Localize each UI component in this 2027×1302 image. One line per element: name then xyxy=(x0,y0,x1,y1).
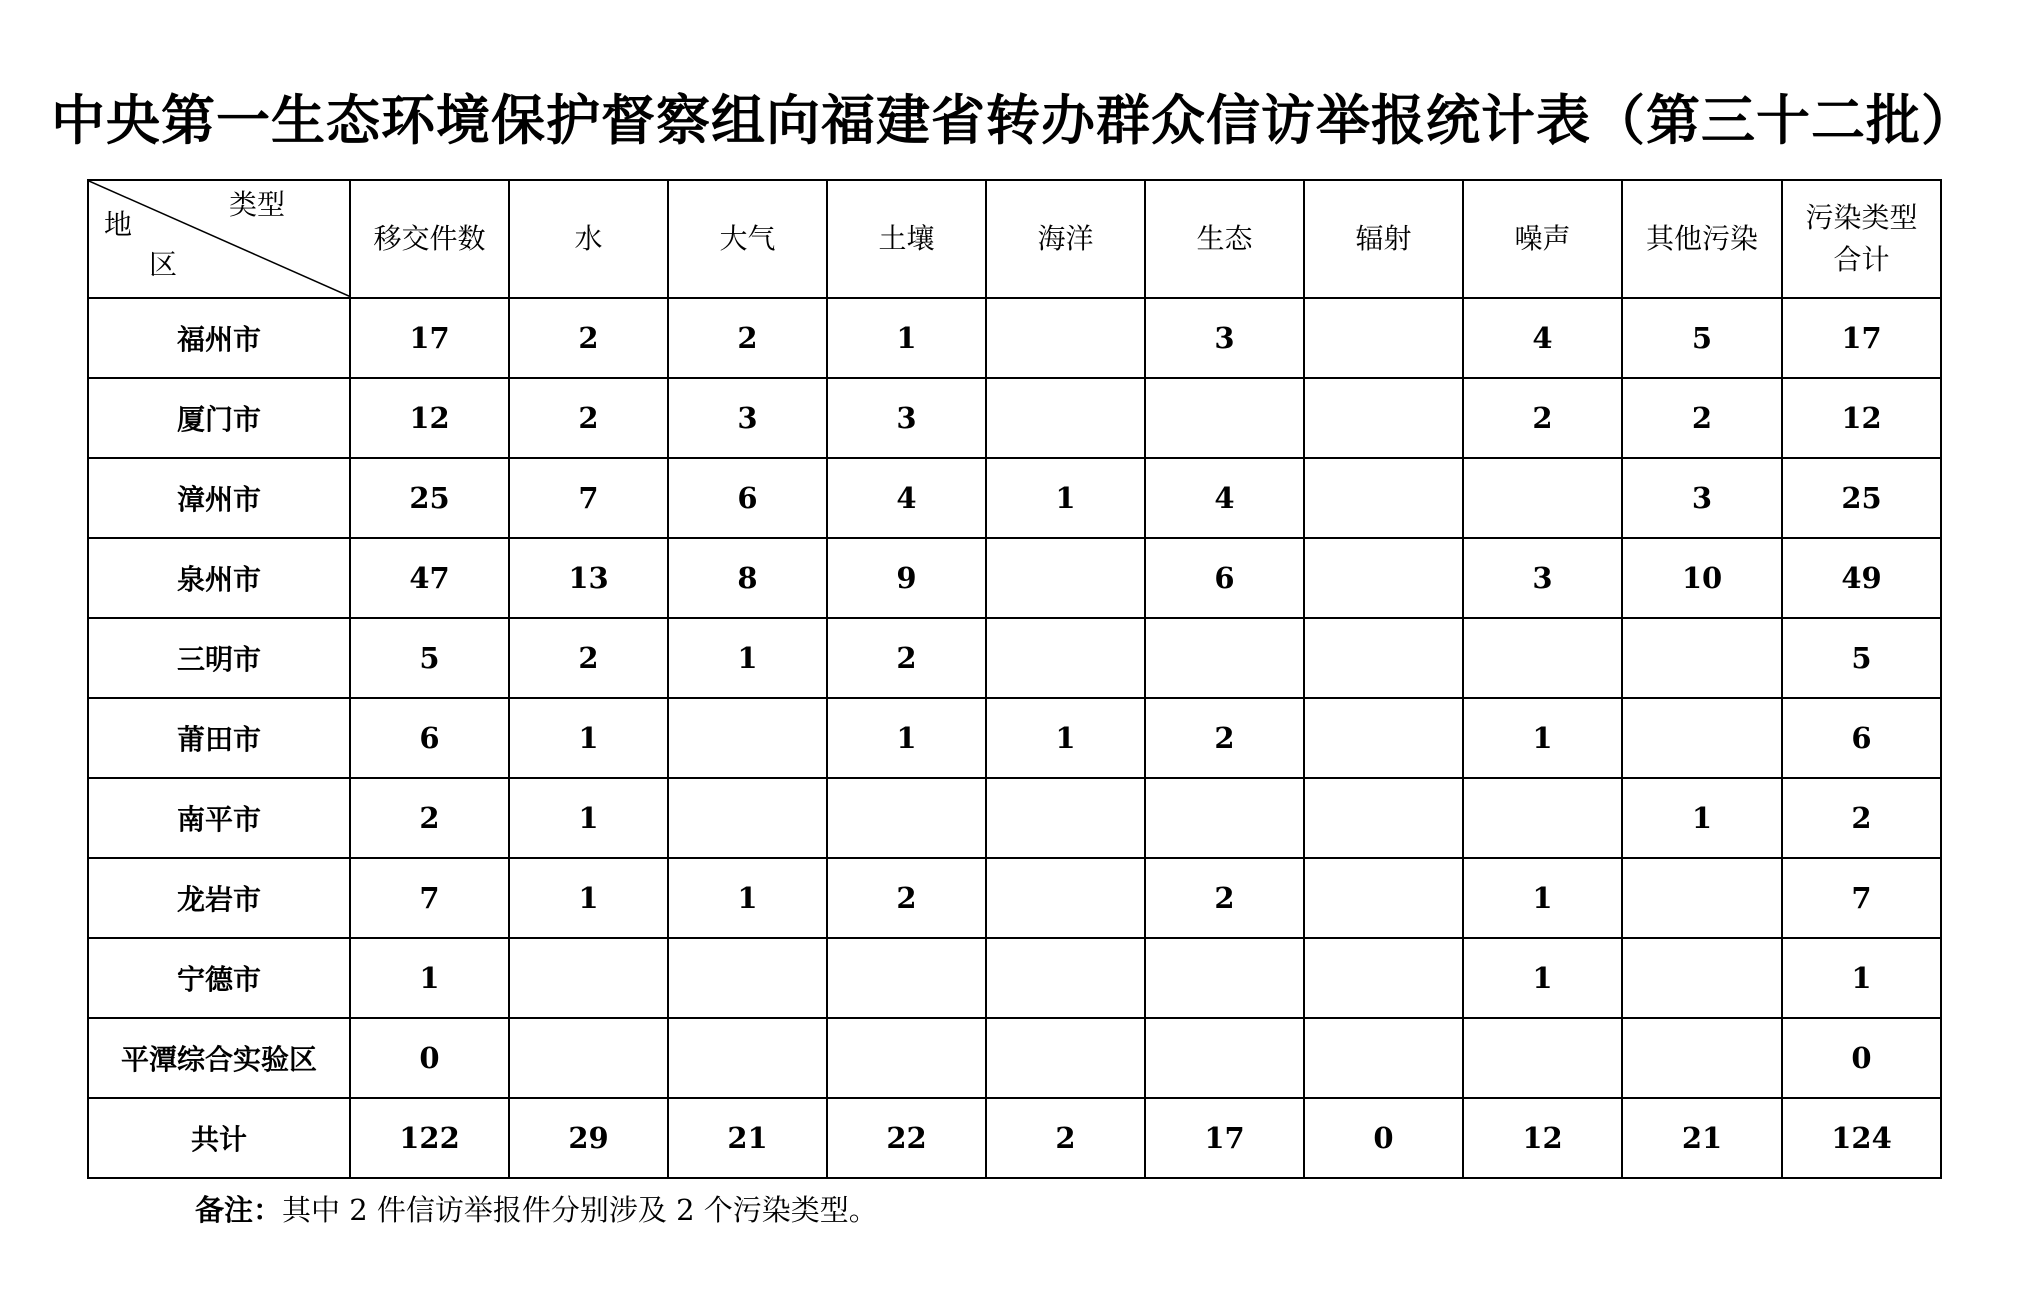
value-cell: 4 xyxy=(1145,458,1304,538)
column-header: 噪声 xyxy=(1463,180,1622,298)
value-cell: 12 xyxy=(1463,1098,1622,1178)
table-row xyxy=(88,458,1941,538)
value-cell: 9 xyxy=(827,538,986,618)
table-total-row xyxy=(88,1098,1941,1178)
value-cell xyxy=(509,1018,668,1098)
value-cell: 1 xyxy=(509,698,668,778)
column-header: 大气 xyxy=(668,180,827,298)
value-cell xyxy=(1304,858,1463,938)
value-cell: 3 xyxy=(1145,298,1304,378)
table-row xyxy=(88,298,1941,378)
value-cell: 25 xyxy=(1782,458,1941,538)
value-cell: 7 xyxy=(1782,858,1941,938)
value-cell: 2 xyxy=(509,618,668,698)
region-cell: 三明市 xyxy=(88,618,350,698)
value-cell: 1 xyxy=(1463,938,1622,1018)
value-cell xyxy=(1622,858,1782,938)
value-cell: 1 xyxy=(509,778,668,858)
value-cell: 47 xyxy=(350,538,509,618)
value-cell: 0 xyxy=(1304,1098,1463,1178)
value-cell: 1 xyxy=(986,458,1145,538)
value-cell xyxy=(1622,698,1782,778)
value-cell: 7 xyxy=(509,458,668,538)
value-cell: 5 xyxy=(350,618,509,698)
value-cell: 22 xyxy=(827,1098,986,1178)
region-cell: 宁德市 xyxy=(88,938,350,1018)
footnote xyxy=(195,1188,878,1229)
value-cell: 7 xyxy=(350,858,509,938)
statistics-table xyxy=(87,179,1942,1179)
value-cell: 1 xyxy=(1463,858,1622,938)
corner-region-label-1: 地 xyxy=(104,208,133,241)
value-cell: 2 xyxy=(986,1098,1145,1178)
value-cell: 2 xyxy=(1145,858,1304,938)
value-cell: 1 xyxy=(827,298,986,378)
value-cell xyxy=(1304,378,1463,458)
table-row xyxy=(88,378,1941,458)
column-header: 水 xyxy=(509,180,668,298)
value-cell: 12 xyxy=(350,378,509,458)
value-cell: 17 xyxy=(350,298,509,378)
region-cell: 共计 xyxy=(88,1098,350,1178)
value-cell: 1 xyxy=(1622,778,1782,858)
value-cell xyxy=(1622,938,1782,1018)
table-row xyxy=(88,1018,1941,1098)
value-cell: 2 xyxy=(350,778,509,858)
region-cell: 南平市 xyxy=(88,778,350,858)
footnote-label: 备注： xyxy=(195,1193,283,1227)
value-cell xyxy=(1304,538,1463,618)
value-cell xyxy=(827,938,986,1018)
value-cell: 2 xyxy=(827,618,986,698)
value-cell: 2 xyxy=(827,858,986,938)
value-cell: 17 xyxy=(1782,298,1941,378)
value-cell xyxy=(509,938,668,1018)
value-cell xyxy=(1145,778,1304,858)
value-cell xyxy=(986,778,1145,858)
value-cell xyxy=(668,778,827,858)
column-header: 污染类型合计 xyxy=(1782,180,1941,298)
value-cell xyxy=(827,778,986,858)
value-cell xyxy=(1304,938,1463,1018)
value-cell xyxy=(1463,1018,1622,1098)
value-cell: 3 xyxy=(1622,458,1782,538)
value-cell: 122 xyxy=(350,1098,509,1178)
value-cell: 2 xyxy=(1782,778,1941,858)
value-cell xyxy=(1304,1018,1463,1098)
footnote-text: 其中 2 件信访举报件分别涉及 2 个污染类型。 xyxy=(282,1193,878,1227)
value-cell xyxy=(1463,458,1622,538)
value-cell: 8 xyxy=(668,538,827,618)
column-header: 生态 xyxy=(1145,180,1304,298)
table-row xyxy=(88,618,1941,698)
table-row xyxy=(88,778,1941,858)
value-cell: 21 xyxy=(1622,1098,1782,1178)
value-cell: 6 xyxy=(668,458,827,538)
value-cell: 29 xyxy=(509,1098,668,1178)
region-cell: 福州市 xyxy=(88,298,350,378)
value-cell xyxy=(1622,1018,1782,1098)
value-cell: 13 xyxy=(509,538,668,618)
value-cell xyxy=(986,938,1145,1018)
table-body xyxy=(88,298,1941,1178)
value-cell: 6 xyxy=(1782,698,1941,778)
value-cell: 1 xyxy=(986,698,1145,778)
value-cell xyxy=(1145,938,1304,1018)
value-cell: 4 xyxy=(827,458,986,538)
value-cell xyxy=(1304,618,1463,698)
value-cell xyxy=(986,1018,1145,1098)
value-cell xyxy=(1304,778,1463,858)
value-cell xyxy=(1304,458,1463,538)
value-cell: 0 xyxy=(350,1018,509,1098)
value-cell: 2 xyxy=(668,298,827,378)
value-cell: 2 xyxy=(509,378,668,458)
value-cell: 1 xyxy=(509,858,668,938)
region-cell: 泉州市 xyxy=(88,538,350,618)
value-cell: 4 xyxy=(1463,298,1622,378)
column-header: 海洋 xyxy=(986,180,1145,298)
region-cell: 厦门市 xyxy=(88,378,350,458)
value-cell: 10 xyxy=(1622,538,1782,618)
value-cell xyxy=(1463,778,1622,858)
corner-type-label: 类型 xyxy=(229,188,286,221)
value-cell: 6 xyxy=(1145,538,1304,618)
value-cell: 124 xyxy=(1782,1098,1941,1178)
value-cell xyxy=(1145,618,1304,698)
value-cell: 1 xyxy=(668,618,827,698)
column-header: 土壤 xyxy=(827,180,986,298)
value-cell xyxy=(1145,1018,1304,1098)
region-cell: 平潭综合实验区 xyxy=(88,1018,350,1098)
value-cell: 2 xyxy=(509,298,668,378)
table-row xyxy=(88,698,1941,778)
value-cell: 2 xyxy=(1622,378,1782,458)
value-cell xyxy=(986,618,1145,698)
value-cell: 2 xyxy=(1145,698,1304,778)
table-row xyxy=(88,938,1941,1018)
value-cell: 0 xyxy=(1782,1018,1941,1098)
value-cell: 25 xyxy=(350,458,509,538)
value-cell: 3 xyxy=(827,378,986,458)
column-header: 移交件数 xyxy=(350,180,509,298)
value-cell xyxy=(668,938,827,1018)
value-cell xyxy=(986,298,1145,378)
value-cell: 1 xyxy=(668,858,827,938)
value-cell: 3 xyxy=(1463,538,1622,618)
column-header: 其他污染 xyxy=(1622,180,1782,298)
value-cell: 6 xyxy=(350,698,509,778)
column-header: 辐射 xyxy=(1304,180,1463,298)
value-cell xyxy=(668,698,827,778)
value-cell: 21 xyxy=(668,1098,827,1178)
value-cell xyxy=(986,858,1145,938)
value-cell xyxy=(668,1018,827,1098)
value-cell xyxy=(1463,618,1622,698)
value-cell xyxy=(827,1018,986,1098)
value-cell xyxy=(1145,378,1304,458)
table-row xyxy=(88,858,1941,938)
table-row xyxy=(88,538,1941,618)
value-cell xyxy=(1304,298,1463,378)
value-cell xyxy=(986,378,1145,458)
corner-header-cell xyxy=(88,180,350,298)
value-cell: 1 xyxy=(827,698,986,778)
corner-region-label-2: 区 xyxy=(149,248,178,281)
value-cell xyxy=(986,538,1145,618)
value-cell: 5 xyxy=(1782,618,1941,698)
page-title: 中央第一生态环境保护督察组向福建省转办群众信访举报统计表（第三十二批） xyxy=(51,88,1976,152)
region-cell: 莆田市 xyxy=(88,698,350,778)
value-cell xyxy=(1622,618,1782,698)
value-cell: 49 xyxy=(1782,538,1941,618)
value-cell: 17 xyxy=(1145,1098,1304,1178)
value-cell xyxy=(1304,698,1463,778)
value-cell: 1 xyxy=(1463,698,1622,778)
value-cell: 2 xyxy=(1463,378,1622,458)
region-cell: 漳州市 xyxy=(88,458,350,538)
table-header-row xyxy=(88,180,1941,298)
region-cell: 龙岩市 xyxy=(88,858,350,938)
value-cell: 1 xyxy=(1782,938,1941,1018)
value-cell: 3 xyxy=(668,378,827,458)
value-cell: 1 xyxy=(350,938,509,1018)
value-cell: 5 xyxy=(1622,298,1782,378)
value-cell: 12 xyxy=(1782,378,1941,458)
